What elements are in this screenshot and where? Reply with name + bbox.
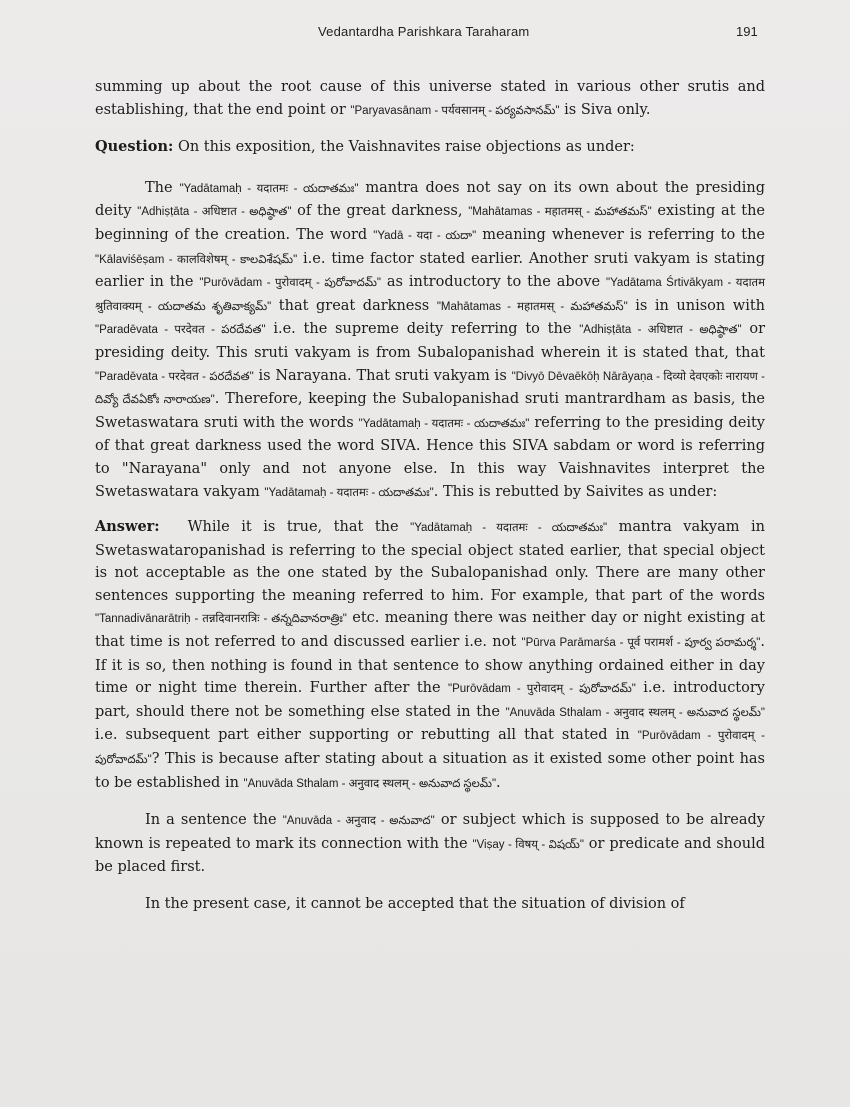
text-run: or predicate and should be placed first. xyxy=(95,835,765,876)
transliteration: "Yadātamaḥ - यदातमः - యదాతమః" xyxy=(358,417,530,430)
page-header xyxy=(0,24,850,44)
transliteration: "Anuvāda Sthalam - अनुवाद स्थलम् - అనువాద స్థలమ్" xyxy=(243,777,497,790)
paragraph-present-case xyxy=(95,893,765,916)
paragraph-intro xyxy=(95,76,765,122)
transliteration: "Pūrva Parāmarśa - पूर्व परामर्श - పూర్వ పరామర్శ" xyxy=(521,637,761,650)
text-run: i.e. time factor stated earlier. Another sruti vakyam is stating earlier in the xyxy=(95,250,765,291)
text-run: The xyxy=(145,179,180,196)
text-run: i.e. introductory part, should there not be something else stated in the xyxy=(95,680,765,720)
transliteration: "Purōvādam - पुरोवादम् - పురోవాదమ్" xyxy=(95,730,765,767)
text-run: In the present case, it cannot be accepted that the situation of division of xyxy=(145,896,685,912)
text-run: referring to the presiding deity of that great darkness used the word SIVA. Hence this SIVA sabdam or word is referring to "Narayana" only and not anyone else. In this way Vaishnavites interpret the Swetaswatara vakyam xyxy=(95,414,765,500)
transliteration: "Yadātamaḥ - यदातमः - యదాతమః" xyxy=(410,522,608,535)
text-run: . If it is so, then nothing is found in that sentence to show anything ordained either in day time or night time therein. Further after the xyxy=(95,634,765,697)
text-run: i.e. the supreme deity referring to the xyxy=(265,321,580,338)
text-run: is Narayana. That sruti vakyam is xyxy=(253,367,512,384)
text-run: In a sentence the xyxy=(145,812,283,829)
body-text xyxy=(95,76,765,916)
question-paragraph xyxy=(95,136,765,159)
transliteration: "Purōvādam - पुरोवादम् - పురోవాదమ్" xyxy=(448,683,636,696)
text-run: . Therefore, keeping the Subalopanishad sruti mantrardham as basis, the Swetaswatara sruti with the words xyxy=(95,391,765,431)
transliteration: "Paradēvata - परदेवत - పరదేవత" xyxy=(95,324,266,337)
text-run: is Siva only. xyxy=(559,101,651,118)
transliteration: "Adhiṣṭāta - अधिष्टात - అధిష్ఠాత" xyxy=(579,324,742,337)
paragraph-anuvada xyxy=(95,809,765,879)
transliteration: "Viṣay - विषय् - విషయ్" xyxy=(472,838,584,851)
answer-label: Answer: xyxy=(95,518,160,536)
page-number: 191 xyxy=(736,24,758,39)
transliteration: "Anuvāda Sthalam - अनुवाद स्थलम् - అనువాద స్థలమ్" xyxy=(505,706,765,719)
transliteration: "Mahātamas - महातमस् - మహాతమస్" xyxy=(436,300,628,313)
text-run: meaning whenever is referring to the xyxy=(476,226,765,243)
transliteration: "Kālaviśēṣam - कालविशेषम् - కాలవిశేషమ్" xyxy=(95,253,298,266)
question-label: Question: xyxy=(95,138,174,156)
text-run: summing up about the root cause of this universe stated in various other srutis and establishing, that the end point or xyxy=(95,79,765,118)
text-run: . This is rebutted by Saivites as under: xyxy=(433,483,718,500)
text-run: is in unison with xyxy=(627,297,765,314)
text-run: While it is true, that the xyxy=(187,519,411,536)
transliteration: "Adhiṣṭāta - अधिष्टात - అధిష్ఠాత" xyxy=(137,206,292,219)
answer-paragraph xyxy=(95,516,765,795)
text-run: ? This is because after stating about a situation as it existed some other point has to be established in xyxy=(95,751,765,791)
question-text: On this exposition, the Vaishnavites raise objections as under: xyxy=(173,139,635,156)
text-run: . xyxy=(496,774,501,791)
transliteration: "Anuvāda - अनुवाद - అనువాద" xyxy=(282,815,435,828)
transliteration: "Paradēvata - परदेवत - పరదేవత" xyxy=(95,370,254,383)
text-run: or presiding deity. This sruti vakyam is from Subalopanishad wherein it is stated that, that xyxy=(95,321,766,361)
transliteration: "Tannadivānarātriḥ - तन्नदिवानरात्रिः - తన్నదివానరాత్రిః" xyxy=(95,613,347,626)
text-run: of the great darkness, xyxy=(291,203,469,220)
text-run: as introductory to the above xyxy=(381,274,607,291)
text-run: or subject which is supposed to be already known is repeated to mark its connection with the xyxy=(95,812,765,852)
transliteration: "Yadātamaḥ - यदातमः - యదాతమః" xyxy=(179,182,359,195)
transliteration: "Purōvādam - पुरोवादम् - పురోవాదమ్" xyxy=(199,277,382,290)
text-run: mantra does not say on its own about the presiding deity xyxy=(95,179,765,220)
transliteration: "Mahātamas - महातमस् - మహాతమస్" xyxy=(468,206,652,219)
transliteration: "Yadātama Śrtivākyam - यदातम श्रुतिवाक्यम् - యదాతమ శృతివాక్యమ్" xyxy=(95,277,765,313)
text-run: that great darkness xyxy=(271,297,437,314)
transliteration: "Yadā - यदा - యదా" xyxy=(373,229,477,242)
text-run: existing at the beginning of the creation. The word xyxy=(95,203,765,243)
running-title: Vedantardha Parishkara Taraharam xyxy=(318,24,530,39)
transliteration: "Yadātamaḥ - यदातमः - యదాతమః" xyxy=(264,486,434,499)
transliteration: "Divyō Dēvaēkōḥ Nārāyaṇa - दिव्यो देवएकोः नारायण - దివ్యో దేవఏకోః నారాయణ" xyxy=(95,370,766,407)
text-run: i.e. subsequent part either supporting or rebutting all that stated in xyxy=(95,727,638,744)
paragraph-objection xyxy=(95,177,765,504)
text-run: mantra vakyam in Swetaswataropanishad is referring to the special object stated earlier, that special object is not acceptable as the one stated by the Subalopanishad only. There are many other sentences supporting the meaning referred to him. For example, that part of the words xyxy=(95,519,765,604)
transliteration: "Paryavasānam - पर्यवसानम् - పర్యవసానమ్" xyxy=(350,104,560,117)
text-run: etc. meaning there was neither day or night existing at that time is not referred to and discussed earlier i.e. not xyxy=(95,610,765,651)
